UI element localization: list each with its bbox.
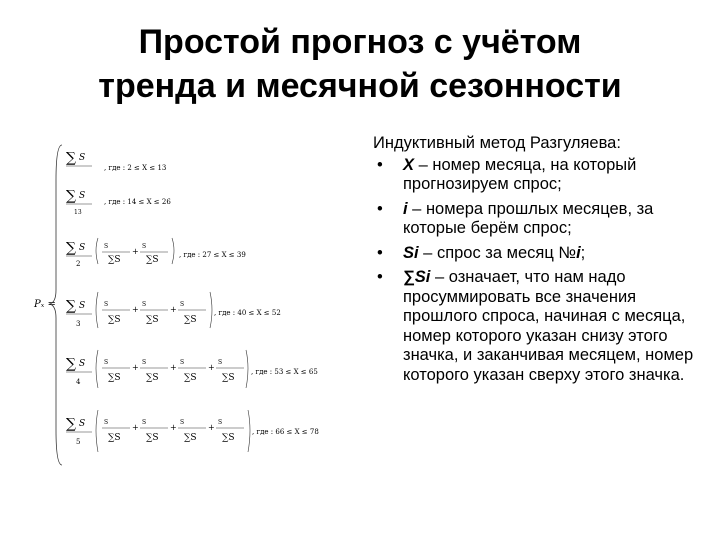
- svg-text:∑: ∑: [66, 356, 76, 372]
- definition-sum: [373, 268, 703, 385]
- definition-i: [373, 200, 703, 239]
- title-line-1: Простой прогноз с учётом: [138, 23, 582, 61]
- case-4-divisor: 3: [76, 320, 81, 328]
- svg-text:+: +: [208, 363, 215, 372]
- svg-text:∑S: ∑S: [222, 433, 235, 443]
- svg-text:S: S: [79, 359, 86, 369]
- bullet-icon: •: [377, 243, 383, 262]
- case-6-condition: , где : 66 ≤ X ≤ 78: [252, 428, 319, 436]
- svg-text:∑S: ∑S: [108, 255, 121, 265]
- svg-text:S: S: [142, 359, 147, 366]
- svg-text:S: S: [218, 419, 223, 426]
- bullet-icon: •: [377, 155, 383, 174]
- svg-text:+: +: [132, 247, 139, 256]
- svg-text:S: S: [79, 301, 86, 311]
- svg-text:S: S: [142, 301, 147, 308]
- symbol-x: X: [403, 155, 415, 174]
- definition-sum-text: – означает, что нам надо просуммировать все значения прошлого спроса, начиная с месяца, номер которого указан снизу этого значка, и заканчивая месяцем, номер которого указан сверху этого значка.: [403, 268, 694, 384]
- svg-text:S: S: [79, 153, 86, 163]
- svg-text:∑: ∑: [66, 416, 76, 432]
- formula-case-5: [66, 350, 318, 388]
- svg-text:∑: ∑: [66, 188, 76, 204]
- bullet-icon: •: [377, 268, 383, 286]
- svg-text:+: +: [170, 305, 177, 314]
- svg-text:+: +: [132, 305, 139, 314]
- svg-text:+: +: [208, 423, 215, 432]
- case-5-divisor: 4: [76, 378, 81, 386]
- svg-text:∑S: ∑S: [146, 315, 159, 325]
- definition-x: [373, 156, 703, 195]
- definition-i-text: – номера прошлых месяцев, за которые берём спрос;: [403, 199, 654, 237]
- symbol-i-inline: i: [576, 243, 581, 262]
- title-line-2: тренда и месячной сезонности: [98, 67, 622, 105]
- symbol-i: i: [403, 199, 408, 218]
- definition-list: [373, 156, 703, 386]
- svg-text:S: S: [79, 419, 86, 429]
- svg-text:S: S: [142, 243, 147, 250]
- case-5-condition: , где : 53 ≤ X ≤ 65: [251, 368, 318, 376]
- svg-text:+: +: [170, 363, 177, 372]
- formula-brace: [50, 145, 62, 465]
- case-4-condition: , где : 40 ≤ X ≤ 52: [214, 309, 281, 317]
- formula-case-4: [66, 292, 281, 328]
- svg-text:∑S: ∑S: [108, 315, 121, 325]
- svg-text:S: S: [142, 419, 147, 426]
- case-6-divisor: 5: [76, 438, 81, 446]
- svg-text:S: S: [180, 301, 185, 308]
- slide-title: [0, 20, 720, 108]
- definition-si-tail: ;: [580, 243, 586, 262]
- svg-text:S: S: [104, 301, 109, 308]
- case-3-condition: , где : 27 ≤ X ≤ 39: [179, 251, 246, 259]
- piecewise-formula: [34, 140, 319, 470]
- case-2-condition: , где : 14 ≤ X ≤ 26: [104, 198, 171, 206]
- case-2-divisor: 13: [74, 209, 82, 216]
- symbol-si: Si: [403, 243, 419, 262]
- svg-text:S: S: [79, 243, 86, 253]
- svg-text:S: S: [180, 419, 185, 426]
- method-description: [373, 134, 703, 390]
- svg-text:∑S: ∑S: [184, 315, 197, 325]
- svg-text:∑: ∑: [66, 150, 76, 166]
- svg-text:∑S: ∑S: [146, 373, 159, 383]
- formula-lhs: Pₓ =: [34, 299, 56, 310]
- svg-text:+: +: [132, 363, 139, 372]
- svg-text:∑S: ∑S: [108, 433, 121, 443]
- formula-graphic: [34, 140, 319, 470]
- svg-text:∑S: ∑S: [184, 373, 197, 383]
- definition-x-text: – номер месяца, на который прогнозируем спрос;: [403, 155, 637, 193]
- svg-text:S: S: [218, 359, 223, 366]
- svg-text:S: S: [104, 359, 109, 366]
- svg-text:∑: ∑: [66, 240, 76, 256]
- definition-si: [373, 244, 703, 264]
- definition-si-text: – спрос за месяц №: [418, 243, 577, 262]
- svg-text:S: S: [104, 243, 109, 250]
- svg-text:∑S: ∑S: [146, 255, 159, 265]
- formula-case-3: [66, 238, 246, 268]
- svg-text:∑: ∑: [66, 298, 76, 314]
- svg-text:∑S: ∑S: [108, 373, 121, 383]
- svg-text:S: S: [180, 359, 185, 366]
- case-1-condition: , где : 2 ≤ X ≤ 13: [104, 164, 167, 172]
- svg-text:∑S: ∑S: [184, 433, 197, 443]
- formula-case-6: [66, 410, 319, 452]
- svg-text:∑S: ∑S: [222, 373, 235, 383]
- svg-text:S: S: [79, 191, 86, 201]
- svg-text:+: +: [170, 423, 177, 432]
- svg-text:+: +: [132, 423, 139, 432]
- method-intro: Индуктивный метод Разгуляева:: [373, 134, 621, 152]
- bullet-icon: •: [377, 199, 383, 218]
- symbol-sum: ∑Si: [403, 268, 431, 286]
- svg-text:∑S: ∑S: [146, 433, 159, 443]
- formula-case-1: [66, 150, 166, 172]
- svg-text:S: S: [104, 419, 109, 426]
- formula-case-2: [66, 188, 171, 216]
- case-3-divisor: 2: [76, 260, 81, 268]
